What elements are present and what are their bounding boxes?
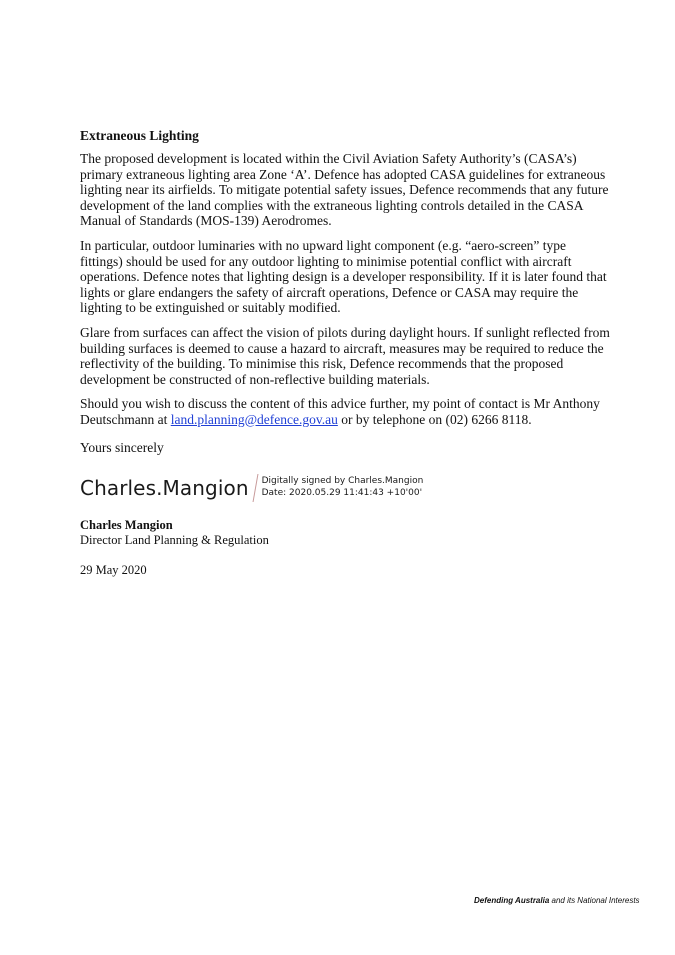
paragraph-contact bbox=[80, 396, 610, 427]
section-heading: Extraneous Lighting bbox=[80, 128, 199, 143]
paragraph-glare: Glare from surfaces can affect the vision of pilots during daylight hours. If sunlight reflected from building surfaces is deemed to cause a hazard to aircraft, measures may be required to reduce the reflectivity of the building. To minimise this risk, Defence recommends that the proposed development be constructed of non-reflective building materials. bbox=[80, 324, 610, 387]
signature-name: Charles.Mangion bbox=[80, 475, 249, 500]
digital-signature[interactable] bbox=[80, 470, 610, 506]
paragraph-luminaries: In particular, outdoor luminaries with no upward light component (e.g. “aero-screen” type fittings) should be used for any outdoor lighting to minimise potential conflict with aircraft operations. Defence notes that lighting design is a developer responsibility. If it is later found that lights or glare endangers the safety of aircraft operations, Defence or CASA may require the lighting to be extinguished or suitably modified. bbox=[80, 237, 607, 316]
letter-body bbox=[80, 128, 610, 578]
email-link[interactable]: land.planning@defence.gov.au bbox=[170, 411, 338, 427]
signature-signed-by: Digitally signed by Charles.Mangion bbox=[261, 476, 424, 486]
signature-details bbox=[262, 476, 424, 499]
signature-date: Date: 2020.05.29 11:41:43 +10'00' bbox=[261, 487, 423, 498]
paragraph-casa-zone: The proposed development is located within the Civil Aviation Safety Authority’s (CASA’s) primary extraneous lighting area Zone ‘A’. Defence has adopted CASA guidelines for extraneous lighting near its airfields. To mitigate potential safety issues, Defence recommends that any future development of the land complies with the extraneous lighting controls detailed in the CASA Manual of Standards (MOS-139) Aerodromes. bbox=[80, 151, 609, 229]
signature-divider bbox=[252, 474, 258, 502]
closing-salutation: Yours sincerely bbox=[80, 439, 164, 455]
signer-title: Director Land Planning & Regulation bbox=[80, 532, 269, 547]
footer-rest: and its National Interests bbox=[549, 896, 640, 905]
letter-date: 29 May 2020 bbox=[80, 562, 147, 577]
contact-text-after: or by telephone on (02) 6266 8118. bbox=[337, 411, 532, 427]
footer-tagline bbox=[474, 896, 640, 905]
signer-name: Charles Mangion bbox=[80, 517, 173, 532]
contact-text-before: Should you wish to discuss the content of this advice further, my point of contact is Mr Anthony Deutschmann at bbox=[80, 396, 600, 427]
footer-strong: Defending Australia bbox=[474, 896, 550, 905]
